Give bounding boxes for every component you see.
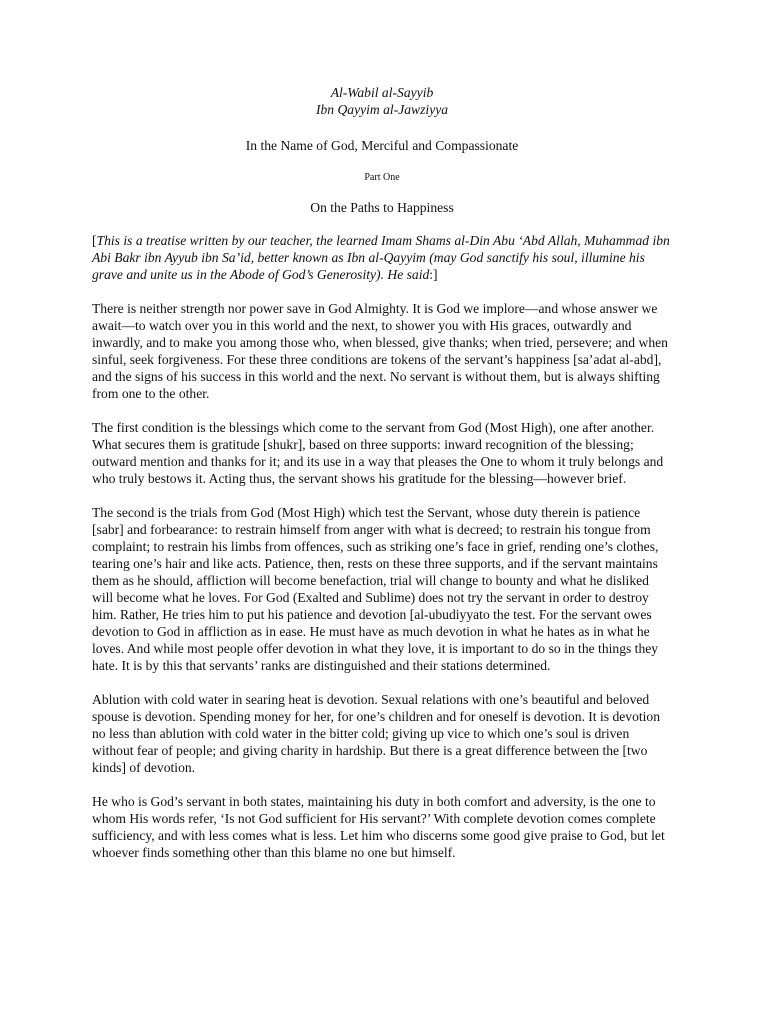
book-author: Ibn Qayyim al-Jawziyya	[315, 102, 449, 117]
section-title: On the Paths to Happiness	[310, 200, 454, 215]
part-label: Part One	[364, 172, 400, 183]
body-paragraph-2: The first condition is the blessings which come to the servant from God (Most High), one after another. What secures them is gratitude [shukr], based on three supports: inward recognition of the blessing; outward mention and thanks for it; and its use in a way that pleases the One to whom it truly belongs and who truly bestows it. Acting thus, the servant shows his gratitude for the blessing—however brief.	[92, 420, 664, 486]
body-paragraph-4: Ablution with cold water in searing heat is devotion. Sexual relations with one’s beautiful and beloved spouse is devotion. Spending money for her, for one’s children and for oneself is devotion. It is devotion no less than ablution with cold water in the bitter cold; giving up vice to which one’s soul is driven without fear of people; and giving charity in hardship. But there is a great difference between the [two kinds] of devotion.	[92, 692, 661, 775]
invocation: In the Name of God, Merciful and Compassionate	[245, 138, 519, 153]
intro-text: This is a treatise written by our teacher, the learned Imam Shams al-Din Abu ‘Abd Allah, Muhammad ibn Abi Bakr ibn Ayyub ibn Sa’id, better known as Ibn al-Qayyim (may God sanctify his soul, illumine his grave and unite us in the Abode of God’s Generosity). He said	[92, 233, 670, 282]
intro-close: :]	[429, 267, 438, 282]
body-paragraph-3: The second is the trials from God (Most High) which test the Servant, whose duty therein is patience [sabr] and forbearance: to restrain himself from anger with what is decreed; to restrain his tongue from complaint; to restrain his limbs from offences, such as striking one’s face in grief, rending one’s clothes, tearing one’s hair and like acts. Patience, then, rests on these three supports, and if the servant maintains them as he should, affliction will become benefaction, trial will change to bounty and what he disliked will become what he loves. For God (Exalted and Sublime) does not try the servant in order to destroy him. Rather, He tries him to put his patience and devotion [al-ubudiyyato the test. For the servant owes devotion to God in affliction as in ease. He must have as much devotion in what he hates as in what he loves. And while most people offer devotion in what they love, it is important to do so in the things they hate. It is by this that servants’ ranks are distinguished and their stations determined.	[92, 505, 659, 673]
intro-paragraph	[92, 232, 672, 283]
body-paragraph-5: He who is God’s servant in both states, maintaining his duty in both comfort and adversity, is the one to whom His words refer, ‘Is not God sufficient for His servant?’ With complete devotion comes complete sufficiency, and with less comes what is less. Let him who discerns some good give praise to God, but let whoever finds something other than this blame no one but himself.	[92, 794, 665, 860]
title-block	[92, 84, 672, 118]
intro-open-bracket: [	[92, 233, 97, 248]
book-title: Al-Wabil al-Sayyib	[330, 85, 434, 100]
body-paragraph-1: There is neither strength nor power save in God Almighty. It is God we implore—and whose answer we await—to watch over you in this world and the next, to shower you with His graces, outwardly and inwardly, and to make you among those who, when blessed, give thanks; when tried, persevere; and when sinful, seek forgiveness. For these three conditions are tokens of the servant’s happiness [sa’adat al-abd], and the signs of his success in this world and the next. No servant is without them, but is always shifting from one to the other.	[92, 301, 668, 401]
